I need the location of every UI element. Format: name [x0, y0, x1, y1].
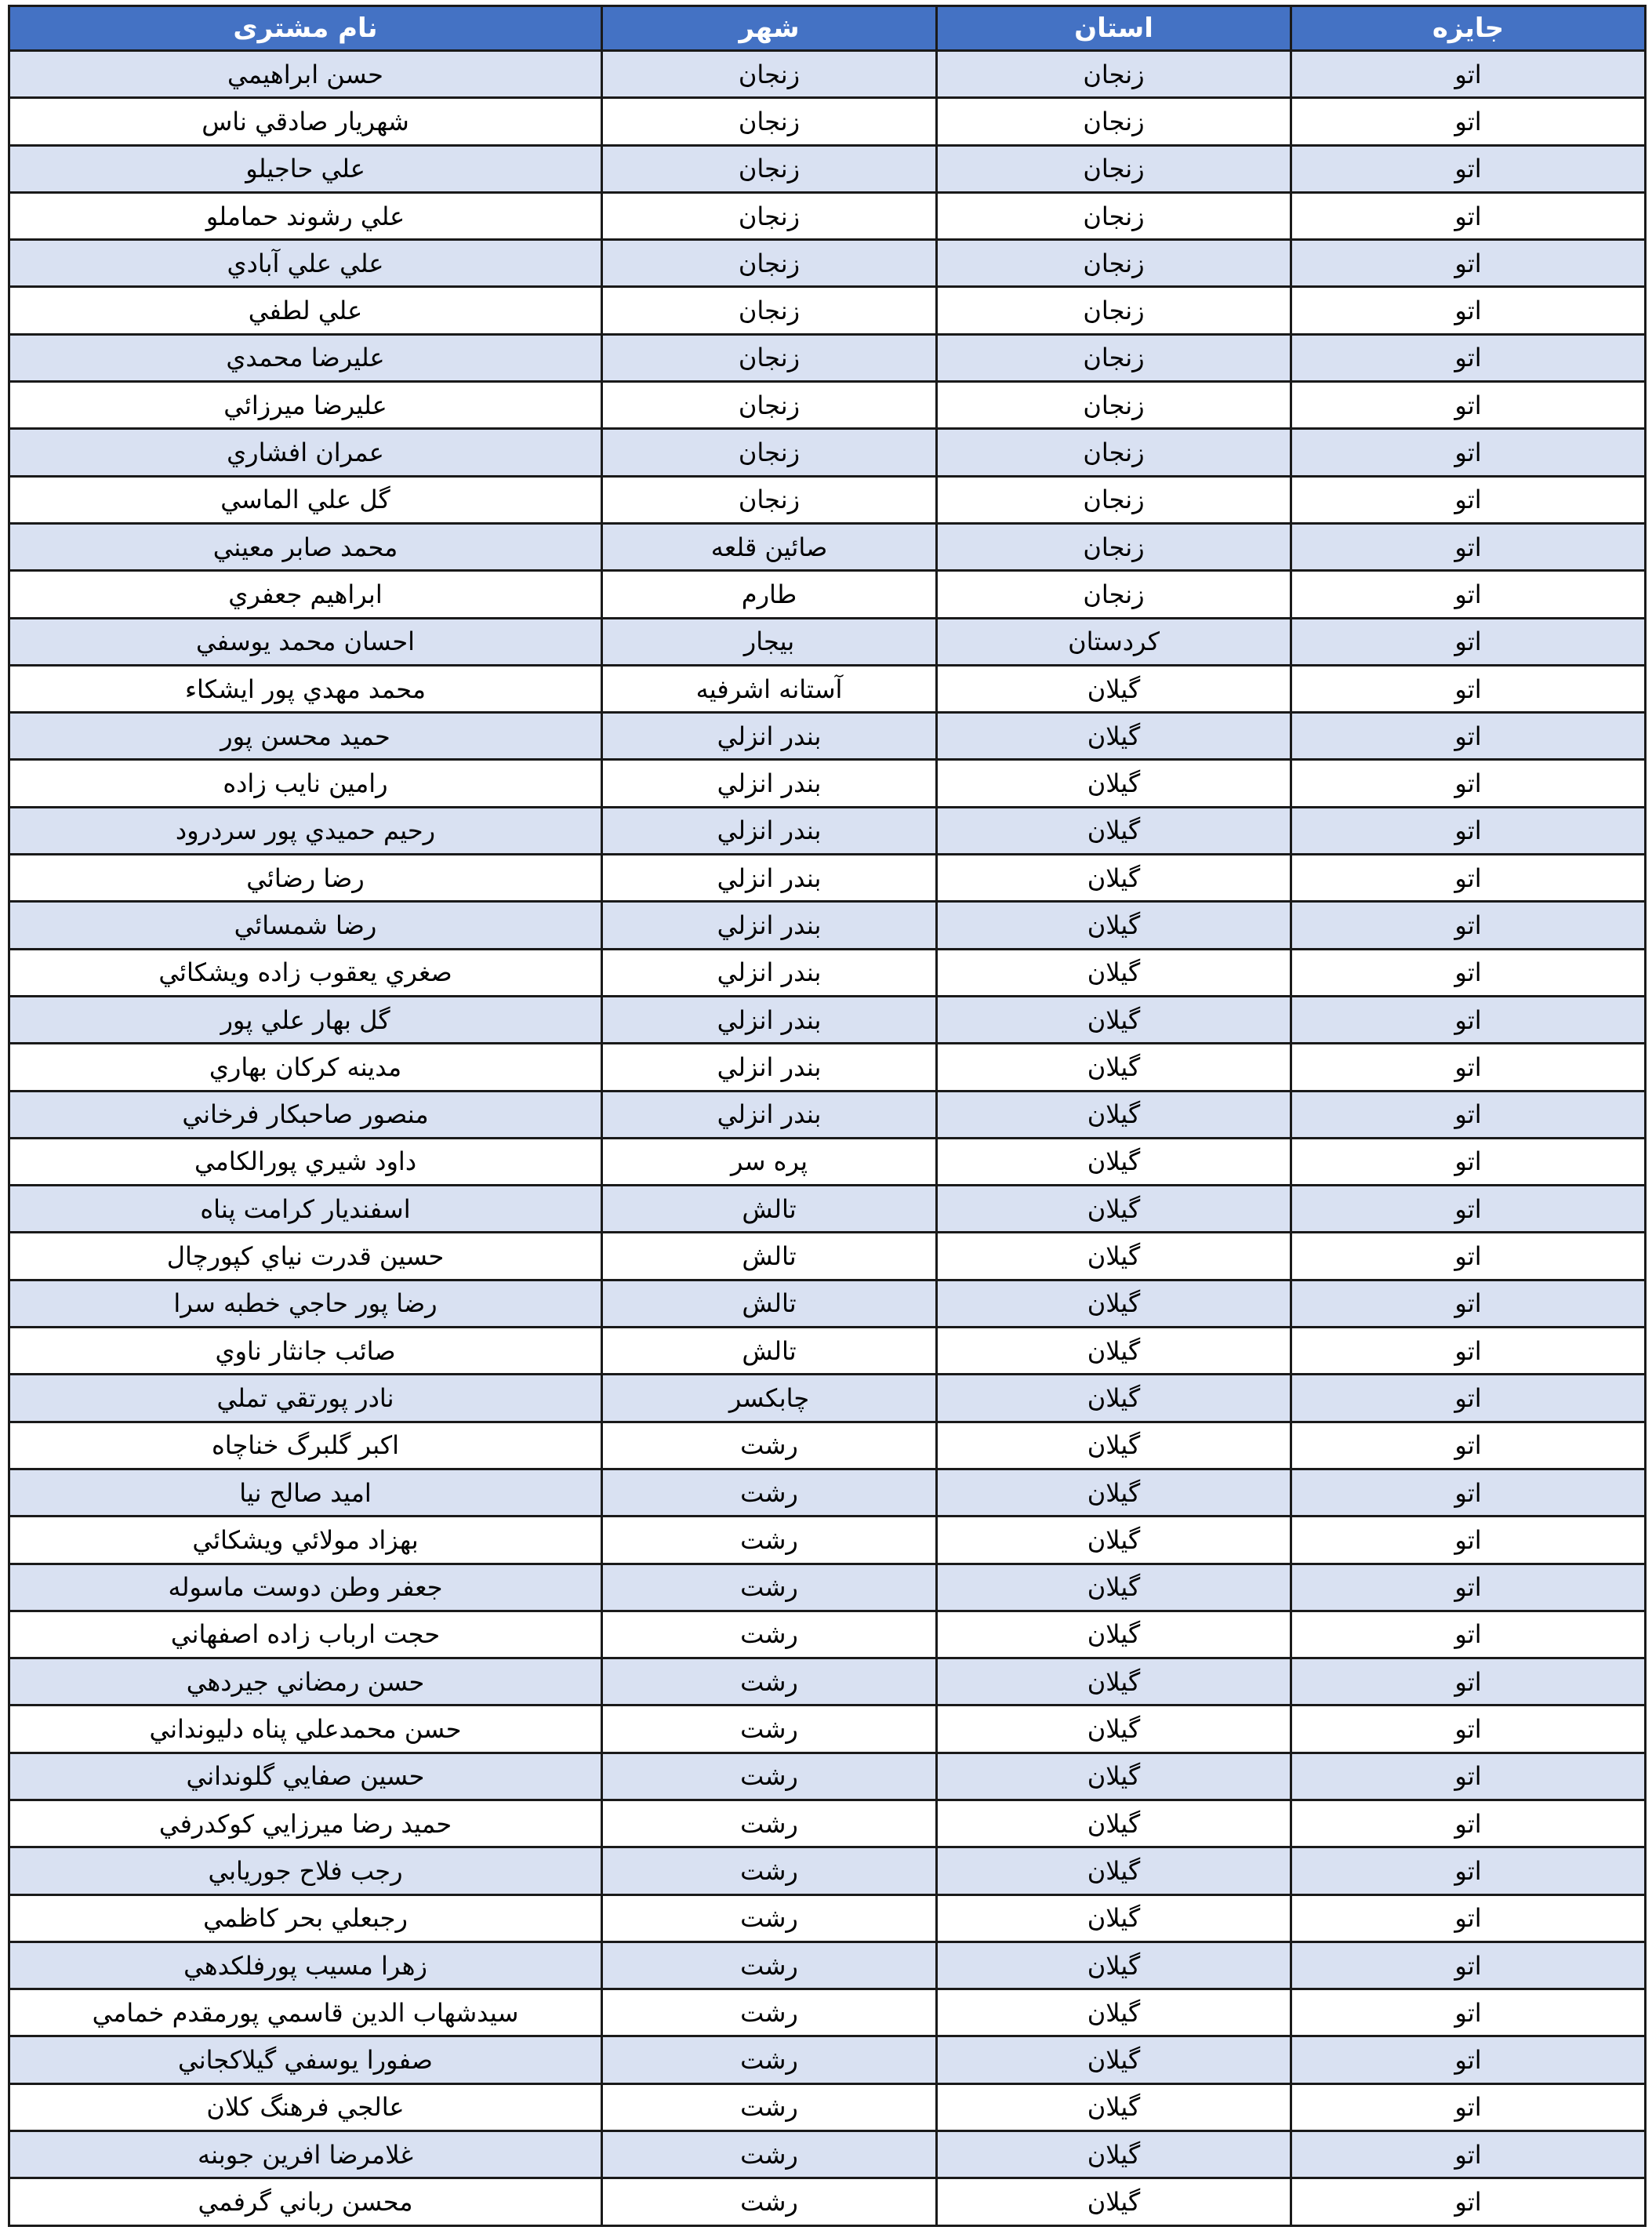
- cell-province: گيلان: [937, 949, 1291, 996]
- cell-customer-name: علي حاجيلو: [9, 145, 602, 192]
- table-row: [9, 334, 1646, 381]
- cell-customer-name: مدينه كركان بهاري: [9, 1044, 602, 1091]
- cell-customer-name: علي لطفي: [9, 287, 602, 334]
- cell-customer-name: رضا رضائي: [9, 855, 602, 902]
- cell-city: تالش: [602, 1186, 937, 1233]
- cell-customer-name: حجت ارباب زاده اصفهاني: [9, 1611, 602, 1658]
- table-row: [9, 2178, 1646, 2225]
- cell-city: رشت: [602, 1658, 937, 1705]
- cell-prize: اتو: [1291, 1375, 1646, 1422]
- cell-prize: اتو: [1291, 1894, 1646, 1942]
- table-row: [9, 2036, 1646, 2083]
- cell-city: آستانه اشرفيه: [602, 665, 937, 712]
- cell-province: گيلان: [937, 902, 1291, 949]
- table-row: [9, 618, 1646, 665]
- cell-prize: اتو: [1291, 1233, 1646, 1280]
- cell-prize: اتو: [1291, 523, 1646, 570]
- cell-prize: اتو: [1291, 807, 1646, 854]
- cell-prize: اتو: [1291, 1469, 1646, 1516]
- header-province: استان: [937, 6, 1291, 51]
- table-row: [9, 51, 1646, 98]
- table-row: [9, 240, 1646, 287]
- cell-prize: اتو: [1291, 2131, 1646, 2178]
- table-row: [9, 713, 1646, 760]
- cell-prize: اتو: [1291, 1328, 1646, 1375]
- cell-province: گيلان: [937, 713, 1291, 760]
- table-row: [9, 665, 1646, 712]
- header-row: [9, 6, 1646, 51]
- cell-province: گيلان: [937, 1800, 1291, 1847]
- table-row: [9, 1658, 1646, 1705]
- cell-customer-name: حسين قدرت نياي كپورچال: [9, 1233, 602, 1280]
- table-row: [9, 855, 1646, 902]
- cell-customer-name: غلامرضا افرين جوبنه: [9, 2131, 602, 2178]
- cell-prize: اتو: [1291, 1186, 1646, 1233]
- cell-customer-name: رجبعلي بحر كاظمي: [9, 1894, 602, 1942]
- table-row: [9, 1422, 1646, 1469]
- cell-prize: اتو: [1291, 949, 1646, 996]
- cell-province: گيلان: [937, 807, 1291, 854]
- cell-city: طارم: [602, 571, 937, 618]
- cell-customer-name: صائب جانثار ناوي: [9, 1328, 602, 1375]
- cell-prize: اتو: [1291, 2083, 1646, 2130]
- cell-prize: اتو: [1291, 1705, 1646, 1753]
- table-row: [9, 2131, 1646, 2178]
- cell-province: گيلان: [937, 1375, 1291, 1422]
- cell-prize: اتو: [1291, 713, 1646, 760]
- cell-customer-name: حميد رضا ميرزايي كوكدرفي: [9, 1800, 602, 1847]
- table-row: [9, 996, 1646, 1043]
- table-row: [9, 192, 1646, 239]
- cell-customer-name: نادر پورتقي تملي: [9, 1375, 602, 1422]
- cell-city: بندر انزلي: [602, 996, 937, 1043]
- table-row: [9, 1328, 1646, 1375]
- table-row: [9, 1138, 1646, 1185]
- cell-province: گيلان: [937, 1233, 1291, 1280]
- cell-customer-name: علي علي آبادي: [9, 240, 602, 287]
- table-row: [9, 1942, 1646, 1989]
- cell-prize: اتو: [1291, 1280, 1646, 1327]
- cell-city: رشت: [602, 1564, 937, 1611]
- cell-province: گيلان: [937, 1611, 1291, 1658]
- cell-city: زنجان: [602, 476, 937, 523]
- cell-customer-name: محسن رباني گرفمي: [9, 2178, 602, 2225]
- cell-prize: اتو: [1291, 51, 1646, 98]
- table-row: [9, 2083, 1646, 2130]
- cell-prize: اتو: [1291, 1044, 1646, 1091]
- table-row: [9, 1705, 1646, 1753]
- table-row: [9, 571, 1646, 618]
- table-row: [9, 523, 1646, 570]
- cell-customer-name: عليرضا ميرزائي: [9, 382, 602, 429]
- cell-prize: اتو: [1291, 145, 1646, 192]
- table-row: [9, 1564, 1646, 1611]
- table-row: [9, 476, 1646, 523]
- cell-province: گيلان: [937, 1894, 1291, 1942]
- cell-city: پره سر: [602, 1138, 937, 1185]
- cell-province: زنجان: [937, 51, 1291, 98]
- cell-city: رشت: [602, 2131, 937, 2178]
- cell-city: بندر انزلي: [602, 1091, 937, 1138]
- cell-customer-name: زهرا مسيب پورفلكدهي: [9, 1942, 602, 1989]
- table-row: [9, 1044, 1646, 1091]
- cell-customer-name: رحيم حميدي پور سردرود: [9, 807, 602, 854]
- cell-prize: اتو: [1291, 2036, 1646, 2083]
- cell-city: زنجان: [602, 382, 937, 429]
- table-row: [9, 760, 1646, 807]
- cell-customer-name: اسفنديار كرامت پناه: [9, 1186, 602, 1233]
- table-row: [9, 1375, 1646, 1422]
- cell-customer-name: رجب فلاح جوريابي: [9, 1847, 602, 1894]
- cell-prize: اتو: [1291, 1564, 1646, 1611]
- table-row: [9, 1233, 1646, 1280]
- cell-province: گيلان: [937, 1186, 1291, 1233]
- cell-city: رشت: [602, 1705, 937, 1753]
- cell-province: زنجان: [937, 476, 1291, 523]
- cell-customer-name: داود شيري پورالكامي: [9, 1138, 602, 1185]
- header-city: شهر: [602, 6, 937, 51]
- cell-city: چابكسر: [602, 1375, 937, 1422]
- cell-province: گيلان: [937, 1989, 1291, 2036]
- cell-city: رشت: [602, 1469, 937, 1516]
- cell-prize: اتو: [1291, 1422, 1646, 1469]
- cell-prize: اتو: [1291, 1091, 1646, 1138]
- cell-prize: اتو: [1291, 1517, 1646, 1564]
- cell-prize: اتو: [1291, 1800, 1646, 1847]
- cell-prize: اتو: [1291, 571, 1646, 618]
- cell-province: گيلان: [937, 760, 1291, 807]
- cell-province: گيلان: [937, 855, 1291, 902]
- cell-prize: اتو: [1291, 1753, 1646, 1800]
- cell-prize: اتو: [1291, 1847, 1646, 1894]
- cell-province: گيلان: [937, 2036, 1291, 2083]
- header-customer-name: نام مشتری: [9, 6, 602, 51]
- cell-city: رشت: [602, 1800, 937, 1847]
- cell-customer-name: اميد صالح نيا: [9, 1469, 602, 1516]
- cell-province: گيلان: [937, 1517, 1291, 1564]
- table-row: [9, 1611, 1646, 1658]
- cell-province: گيلان: [937, 665, 1291, 712]
- cell-province: زنجان: [937, 98, 1291, 145]
- cell-province: گيلان: [937, 1469, 1291, 1516]
- cell-customer-name: رضا پور حاجي خطبه سرا: [9, 1280, 602, 1327]
- cell-province: گيلان: [937, 2178, 1291, 2225]
- table-row: [9, 1800, 1646, 1847]
- table-row: [9, 382, 1646, 429]
- cell-city: زنجان: [602, 192, 937, 239]
- cell-city: زنجان: [602, 98, 937, 145]
- table-row: [9, 1753, 1646, 1800]
- table-row: [9, 1989, 1646, 2036]
- cell-province: گيلان: [937, 1091, 1291, 1138]
- cell-prize: اتو: [1291, 1658, 1646, 1705]
- cell-city: رشت: [602, 1894, 937, 1942]
- cell-city: بندر انزلي: [602, 855, 937, 902]
- cell-prize: اتو: [1291, 382, 1646, 429]
- cell-prize: اتو: [1291, 429, 1646, 476]
- cell-prize: اتو: [1291, 98, 1646, 145]
- cell-city: زنجان: [602, 145, 937, 192]
- cell-customer-name: حسين صفايي گلونداني: [9, 1753, 602, 1800]
- cell-customer-name: عمران افشاري: [9, 429, 602, 476]
- winners-sheet: [8, 5, 1644, 2227]
- cell-province: گيلان: [937, 996, 1291, 1043]
- cell-city: بندر انزلي: [602, 949, 937, 996]
- cell-prize: اتو: [1291, 996, 1646, 1043]
- cell-province: گيلان: [937, 2083, 1291, 2130]
- cell-city: بندر انزلي: [602, 902, 937, 949]
- cell-city: رشت: [602, 1611, 937, 1658]
- cell-city: بندر انزلي: [602, 713, 937, 760]
- cell-customer-name: محمد صابر معيني: [9, 523, 602, 570]
- cell-city: بيجار: [602, 618, 937, 665]
- cell-prize: اتو: [1291, 1942, 1646, 1989]
- table-header: [9, 6, 1646, 51]
- cell-province: زنجان: [937, 192, 1291, 239]
- cell-province: زنجان: [937, 382, 1291, 429]
- cell-province: گيلان: [937, 1328, 1291, 1375]
- table-row: [9, 1894, 1646, 1942]
- cell-province: گيلان: [937, 1280, 1291, 1327]
- cell-province: گيلان: [937, 1753, 1291, 1800]
- cell-prize: اتو: [1291, 902, 1646, 949]
- cell-province: كردستان: [937, 618, 1291, 665]
- cell-prize: اتو: [1291, 760, 1646, 807]
- cell-customer-name: اكبر گلبرگ خناچاه: [9, 1422, 602, 1469]
- cell-customer-name: گل بهار علي پور: [9, 996, 602, 1043]
- cell-customer-name: علي رشوند حماملو: [9, 192, 602, 239]
- cell-province: زنجان: [937, 145, 1291, 192]
- cell-customer-name: گل علي الماسي: [9, 476, 602, 523]
- table-row: [9, 1847, 1646, 1894]
- cell-city: رشت: [602, 1753, 937, 1800]
- cell-city: بندر انزلي: [602, 1044, 937, 1091]
- cell-province: گيلان: [937, 1847, 1291, 1894]
- cell-customer-name: محمد مهدي پور ايشكاء: [9, 665, 602, 712]
- cell-province: گيلان: [937, 1658, 1291, 1705]
- table-row: [9, 1186, 1646, 1233]
- cell-customer-name: عالجي فرهنگ كلان: [9, 2083, 602, 2130]
- cell-province: گيلان: [937, 1942, 1291, 1989]
- table-row: [9, 287, 1646, 334]
- cell-prize: اتو: [1291, 476, 1646, 523]
- cell-customer-name: حسن محمدعلي پناه دليونداني: [9, 1705, 602, 1753]
- cell-customer-name: صفورا يوسفي گيلاكجاني: [9, 2036, 602, 2083]
- cell-province: زنجان: [937, 429, 1291, 476]
- cell-prize: اتو: [1291, 1138, 1646, 1185]
- cell-customer-name: سيدشهاب الدين قاسمي پورمقدم خمامي: [9, 1989, 602, 2036]
- cell-city: زنجان: [602, 287, 937, 334]
- cell-city: صائين قلعه: [602, 523, 937, 570]
- table-row: [9, 1517, 1646, 1564]
- cell-province: زنجان: [937, 287, 1291, 334]
- cell-province: گيلان: [937, 1705, 1291, 1753]
- cell-prize: اتو: [1291, 192, 1646, 239]
- cell-customer-name: صغري يعقوب زاده ويشكائي: [9, 949, 602, 996]
- table-row: [9, 949, 1646, 996]
- cell-customer-name: احسان محمد يوسفي: [9, 618, 602, 665]
- cell-city: زنجان: [602, 51, 937, 98]
- cell-city: بندر انزلي: [602, 760, 937, 807]
- cell-customer-name: رضا شمسائي: [9, 902, 602, 949]
- cell-customer-name: حسن رمضاني جيردهي: [9, 1658, 602, 1705]
- cell-province: زنجان: [937, 334, 1291, 381]
- cell-city: زنجان: [602, 429, 937, 476]
- cell-customer-name: عليرضا محمدي: [9, 334, 602, 381]
- table-row: [9, 807, 1646, 854]
- cell-city: زنجان: [602, 240, 937, 287]
- cell-province: زنجان: [937, 571, 1291, 618]
- cell-prize: اتو: [1291, 1989, 1646, 2036]
- cell-customer-name: شهريار صادقي ناس: [9, 98, 602, 145]
- cell-province: گيلان: [937, 1564, 1291, 1611]
- cell-province: گيلان: [937, 1138, 1291, 1185]
- cell-customer-name: منصور صاحبكار فرخاني: [9, 1091, 602, 1138]
- cell-customer-name: جعفر وطن دوست ماسوله: [9, 1564, 602, 1611]
- cell-prize: اتو: [1291, 618, 1646, 665]
- cell-city: رشت: [602, 1942, 937, 1989]
- cell-customer-name: بهزاد مولائي ويشكائي: [9, 1517, 602, 1564]
- cell-city: رشت: [602, 1422, 937, 1469]
- table-row: [9, 145, 1646, 192]
- cell-customer-name: ابراهيم جعفري: [9, 571, 602, 618]
- table-row: [9, 902, 1646, 949]
- cell-city: رشت: [602, 2083, 937, 2130]
- cell-city: تالش: [602, 1328, 937, 1375]
- cell-prize: اتو: [1291, 855, 1646, 902]
- cell-province: گيلان: [937, 1044, 1291, 1091]
- table-row: [9, 1280, 1646, 1327]
- table-row: [9, 429, 1646, 476]
- cell-customer-name: حسن ابراهيمي: [9, 51, 602, 98]
- cell-customer-name: حميد محسن پور: [9, 713, 602, 760]
- cell-prize: اتو: [1291, 1611, 1646, 1658]
- winners-table: [8, 5, 1647, 2227]
- cell-city: تالش: [602, 1233, 937, 1280]
- table-row: [9, 98, 1646, 145]
- table-row: [9, 1091, 1646, 1138]
- cell-customer-name: رامين نايب زاده: [9, 760, 602, 807]
- cell-prize: اتو: [1291, 2178, 1646, 2225]
- cell-city: رشت: [602, 2178, 937, 2225]
- cell-city: رشت: [602, 1847, 937, 1894]
- cell-prize: اتو: [1291, 665, 1646, 712]
- cell-city: تالش: [602, 1280, 937, 1327]
- cell-province: زنجان: [937, 523, 1291, 570]
- cell-city: زنجان: [602, 334, 937, 381]
- cell-city: رشت: [602, 2036, 937, 2083]
- cell-city: بندر انزلي: [602, 807, 937, 854]
- table-body: [9, 51, 1646, 2226]
- cell-province: گيلان: [937, 2131, 1291, 2178]
- cell-province: زنجان: [937, 240, 1291, 287]
- table-row: [9, 1469, 1646, 1516]
- cell-city: رشت: [602, 1517, 937, 1564]
- cell-province: گيلان: [937, 1422, 1291, 1469]
- cell-prize: اتو: [1291, 287, 1646, 334]
- cell-city: رشت: [602, 1989, 937, 2036]
- cell-prize: اتو: [1291, 334, 1646, 381]
- cell-prize: اتو: [1291, 240, 1646, 287]
- header-prize: جایزه: [1291, 6, 1646, 51]
